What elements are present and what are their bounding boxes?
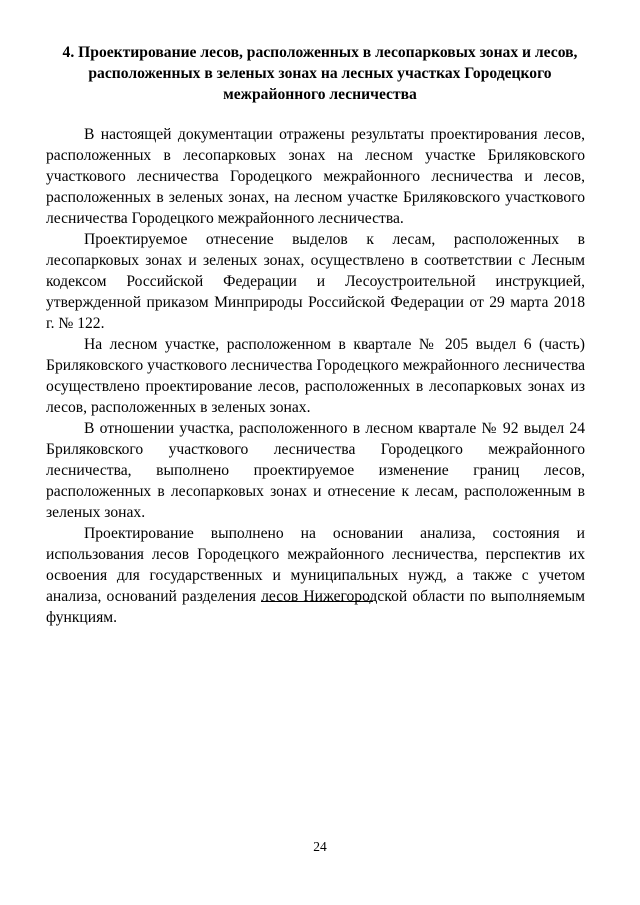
paragraph-1: В настоящей документации отражены результаты проектирования лесов, расположенных в лесопарковых зонах на лесном участке Бриляковского участкового лесничества Городецкого межрайонного лесничества и лесов, расположенных в зеленых зонах, на лесном участке Бриляковского участкового лесничества Городецкого межрайонного лесничества.: [46, 126, 585, 227]
section-end-divider: [261, 601, 373, 602]
page-number: 24: [313, 839, 327, 854]
paragraph-3: На лесном участке, расположенном в квартале № 205 выдел 6 (часть) Бриляковского участкового лесничества Городецкого межрайонного лесничества осуществлено проектирование лесов, расположенных в лесопарковых зонах из лесов, расположенных в зеленых зонах.: [46, 336, 585, 416]
paragraph-5: Проектирование выполнено на основании анализа, состояния и использования лесов Городецкого межрайонного лесничества, перспектив их освоения для государственных и муниципальных нужд, а также с учетом анализа, оснований разделения лесов Нижегородской области по выполняемым функциям.: [46, 525, 585, 626]
section-heading: 4. Проектирование лесов, расположенных в лесопарковых зонах и лесов, расположенных в зеленых зонах на лесных участках Городецкого межрайонного лесничества: [62, 44, 578, 103]
paragraph-2: Проектируемое отнесение выделов к лесам, расположенных в лесопарковых зонах и зеленых зонах, осуществлено в соответствии с Лесным кодексом Российской Федерации и Лесоустроительной инструкцией, утвержденной приказом Минприроды Российской Федерации от 29 марта 2018 г. № 122.: [46, 231, 585, 332]
body-text: [46, 124, 585, 628]
paragraph-4: В отношении участка, расположенного в лесном квартале № 92 выдел 24 Бриляковского участкового лесничества Городецкого межрайонного лесничества, выполнено проектируемое изменение границ лесов, расположенных в лесопарковых зонах и отнесение к лесам, расположенным в зеленых зонах.: [46, 420, 585, 521]
